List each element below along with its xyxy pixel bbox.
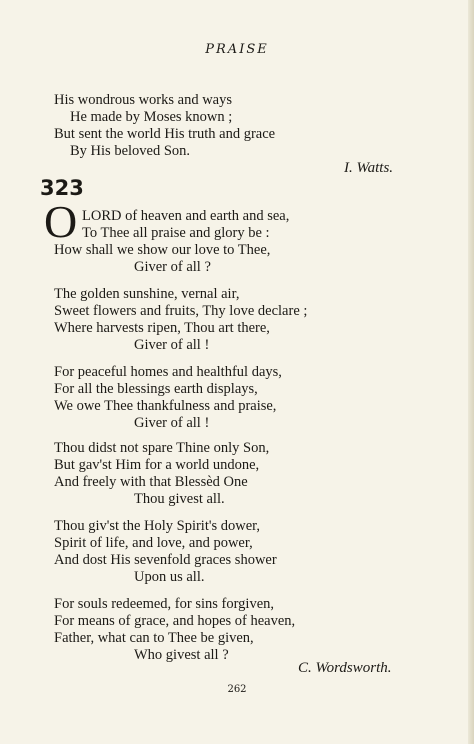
verse-line: How shall we show our love to Thee, (54, 242, 271, 258)
verse-line: For all the blessings earth displays, (54, 381, 258, 397)
verse-line: Thou didst not spare Thine only Son, (54, 440, 270, 456)
verse-line: Thou giv'st the Holy Spirit's dower, (54, 518, 261, 534)
verse-line: For means of grace, and hopes of heaven, (54, 613, 296, 629)
page-header: PRAISE (205, 42, 269, 57)
verse-refrain: Who givest all ? (134, 647, 229, 663)
verse-line: And dost His sevenfold graces shower (54, 552, 277, 568)
prev-hymn-line: By His beloved Son. (70, 143, 191, 159)
prev-hymn-attribution: I. Watts. (344, 160, 394, 176)
verse-line: The golden sunshine, vernal air, (54, 286, 240, 302)
verse-line: And freely with that Blessèd One (54, 474, 248, 490)
page-number: 262 (227, 684, 247, 695)
verse-line: Where harvests ripen, Thou art there, (54, 320, 270, 336)
prev-hymn-line: He made by Moses known ; (70, 109, 233, 125)
verse-line: For souls redeemed, for sins forgiven, (54, 596, 275, 612)
verse-line: But gav'st Him for a world undone, (54, 457, 260, 473)
page-edge-shadow (468, 0, 474, 744)
hymn-attribution: C. Wordsworth. (298, 660, 392, 676)
verse-refrain: Giver of all ! (134, 337, 210, 353)
verse-line: Father, what can to Thee be given, (54, 630, 254, 646)
prev-hymn-line: His wondrous works and ways (54, 92, 233, 108)
verse-line: To Thee all praise and glory be : (82, 225, 270, 241)
verse-line: Sweet flowers and fruits, Thy love declare ; (54, 303, 308, 319)
verse-refrain: Giver of all ? (134, 259, 211, 275)
verse-refrain: Giver of all ! (134, 415, 210, 431)
verse-line: LORD of heaven and earth and sea, (82, 208, 290, 224)
verse-refrain: Upon us all. (134, 569, 205, 585)
verse-line: We owe Thee thankfulness and praise, (54, 398, 277, 414)
verse-refrain: Thou givest all. (134, 491, 225, 507)
hymn-number: 323 (40, 176, 84, 200)
verse-line: Spirit of life, and love, and power, (54, 535, 253, 551)
verse-line: For peaceful homes and healthful days, (54, 364, 282, 380)
drop-cap: O (44, 196, 78, 247)
prev-hymn-line: But sent the world His truth and grace (54, 126, 276, 142)
